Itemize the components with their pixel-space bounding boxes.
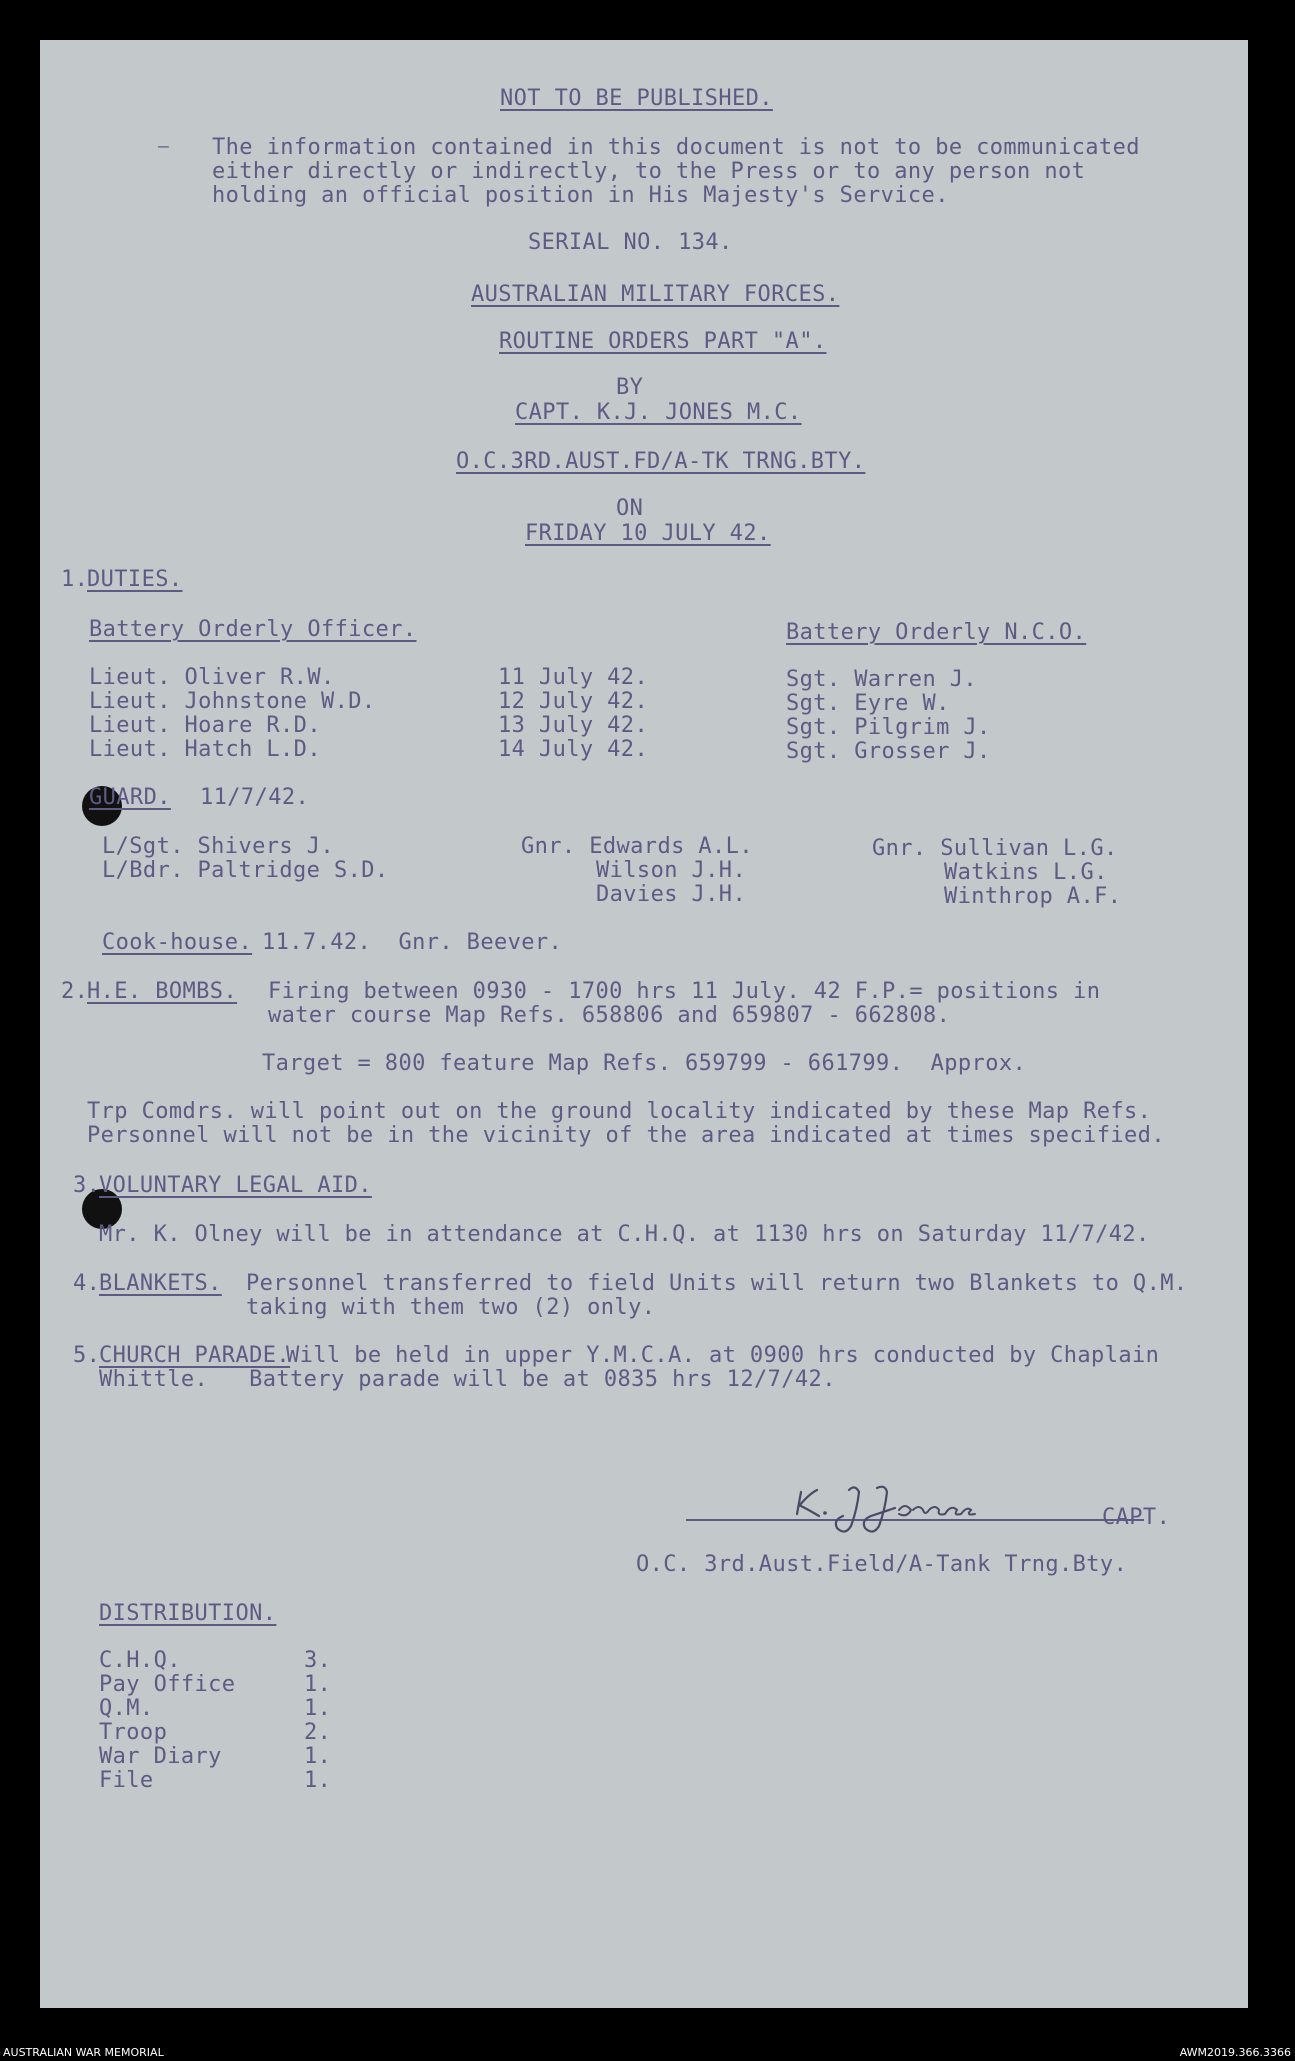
officer-column-heading: Battery Orderly Officer.: [89, 617, 417, 642]
guard-member: L/Bdr. Paltridge S.D.: [102, 858, 389, 883]
guard-member: Wilson J.H.: [596, 858, 747, 883]
info-line-1: The information contained in this document is not to be communicated: [212, 135, 1140, 160]
duty-officer: Lieut. Hoare R.D.: [89, 713, 321, 738]
distribution-count: 3.: [304, 1648, 332, 1673]
duty-date: 14 July 42.: [498, 737, 649, 762]
oc-heading: O.C.3RD.AUST.FD/A-TK TRNG.BTY.: [456, 449, 866, 474]
margin-mark: ‒: [158, 136, 170, 157]
section-number-5: 5.: [73, 1343, 101, 1368]
distribution-count: 1.: [304, 1744, 332, 1769]
guard-heading: GUARD.: [89, 785, 171, 810]
forces-heading: AUSTRALIAN MILITARY FORCES.: [471, 282, 840, 307]
distribution-name: Pay Office: [99, 1672, 236, 1697]
distribution-count: 1.: [304, 1696, 332, 1721]
he-bombs-line-2: water course Map Refs. 658806 and 659807 - 662808.: [268, 1003, 951, 1028]
duty-nco: Sgt. Warren J.: [786, 667, 978, 692]
section-number-2: 2.: [61, 979, 89, 1004]
duty-officer: Lieut. Johnstone W.D.: [89, 689, 376, 714]
footer-source: AUSTRALIAN WAR MEMORIAL: [3, 2046, 164, 2059]
by-label: BY: [616, 375, 644, 400]
distribution-count: 2.: [304, 1720, 332, 1745]
section-number-3: 3.: [73, 1173, 101, 1198]
cookhouse-label: Cook-house.: [102, 930, 253, 955]
distribution-name: Q.M.: [99, 1696, 154, 1721]
distribution-heading: DISTRIBUTION.: [99, 1601, 277, 1626]
he-bombs-note-1: Trp Comdrs. will point out on the ground locality indicated by these Map Refs.: [87, 1099, 1152, 1124]
duty-date: 11 July 42.: [498, 665, 649, 690]
info-line-3: holding an official position in His Majesty's Service.: [212, 183, 949, 208]
distribution-name: File: [99, 1768, 154, 1793]
cookhouse-text: 11.7.42. Gnr. Beever.: [262, 930, 563, 955]
date-heading: FRIDAY 10 JULY 42.: [525, 521, 771, 546]
he-bombs-target: Target = 800 feature Map Refs. 659799 - 661799. Approx.: [262, 1051, 1027, 1076]
church-line-2: Whittle. Battery parade will be at 0835 hrs 12/7/42.: [99, 1367, 836, 1392]
guard-member: Gnr. Sullivan L.G.: [872, 836, 1118, 861]
church-heading: CHURCH PARADE.: [99, 1343, 291, 1368]
distribution-count: 1.: [304, 1768, 332, 1793]
duties-heading: DUTIES.: [87, 567, 183, 592]
duty-officer: Lieut. Oliver R.W.: [89, 665, 335, 690]
document-page: [40, 40, 1248, 2008]
he-bombs-line-1: Firing between 0930 - 1700 hrs 11 July. 42 F.P.= positions in: [268, 979, 1101, 1004]
duty-date: 13 July 42.: [498, 713, 649, 738]
duty-nco: Sgt. Pilgrim J.: [786, 715, 991, 740]
nco-column-heading: Battery Orderly N.C.O.: [786, 620, 1087, 645]
officer-name: CAPT. K.J. JONES M.C.: [515, 400, 802, 425]
section-number-1: 1.: [61, 567, 89, 592]
orders-heading: ROUTINE ORDERS PART "A".: [499, 329, 827, 354]
distribution-name: C.H.Q.: [99, 1648, 181, 1673]
footer-reference: AWM2019.366.3366: [1179, 2046, 1291, 2059]
serial-number: SERIAL NO. 134.: [528, 230, 733, 255]
info-line-2: either directly or indirectly, to the Press or to any person not: [212, 159, 1086, 184]
guard-member: Watkins L.G.: [944, 860, 1108, 885]
handwritten-signature: [795, 1480, 1025, 1540]
distribution-name: War Diary: [99, 1744, 222, 1769]
not-published-heading: NOT TO BE PUBLISHED.: [500, 86, 773, 111]
he-bombs-note-2: Personnel will not be in the vicinity of the area indicated at times specified.: [87, 1123, 1165, 1148]
duty-officer: Lieut. Hatch L.D.: [89, 737, 321, 762]
guard-date: 11/7/42.: [200, 785, 310, 810]
legal-aid-text: Mr. K. Olney will be in attendance at C.H.Q. at 1130 hrs on Saturday 11/7/42.: [99, 1222, 1150, 1247]
legal-aid-heading: VOLUNTARY LEGAL AID.: [99, 1173, 372, 1198]
duty-nco: Sgt. Grosser J.: [786, 739, 991, 764]
guard-member: L/Sgt. Shivers J.: [102, 834, 334, 859]
duty-nco: Sgt. Eyre W.: [786, 691, 950, 716]
signature-rank: CAPT.: [1102, 1505, 1171, 1530]
blankets-line-1: Personnel transferred to field Units will return two Blankets to Q.M.: [246, 1271, 1188, 1296]
distribution-name: Troop: [99, 1720, 168, 1745]
guard-member: Gnr. Edwards A.L.: [521, 834, 753, 859]
guard-member: Winthrop A.F.: [944, 884, 1122, 909]
signature-title: O.C. 3rd.Aust.Field/A-Tank Trng.Bty.: [636, 1552, 1128, 1577]
blankets-line-2: taking with them two (2) only.: [246, 1295, 656, 1320]
on-label: ON: [616, 496, 644, 521]
guard-member: Davies J.H.: [596, 882, 747, 907]
section-number-4: 4.: [73, 1271, 101, 1296]
duty-date: 12 July 42.: [498, 689, 649, 714]
distribution-count: 1.: [304, 1672, 332, 1697]
he-bombs-heading: H.E. BOMBS.: [87, 979, 238, 1004]
church-line-1: Will be held in upper Y.M.C.A. at 0900 hrs conducted by Chaplain: [286, 1343, 1160, 1368]
blankets-heading: BLANKETS.: [99, 1271, 222, 1296]
